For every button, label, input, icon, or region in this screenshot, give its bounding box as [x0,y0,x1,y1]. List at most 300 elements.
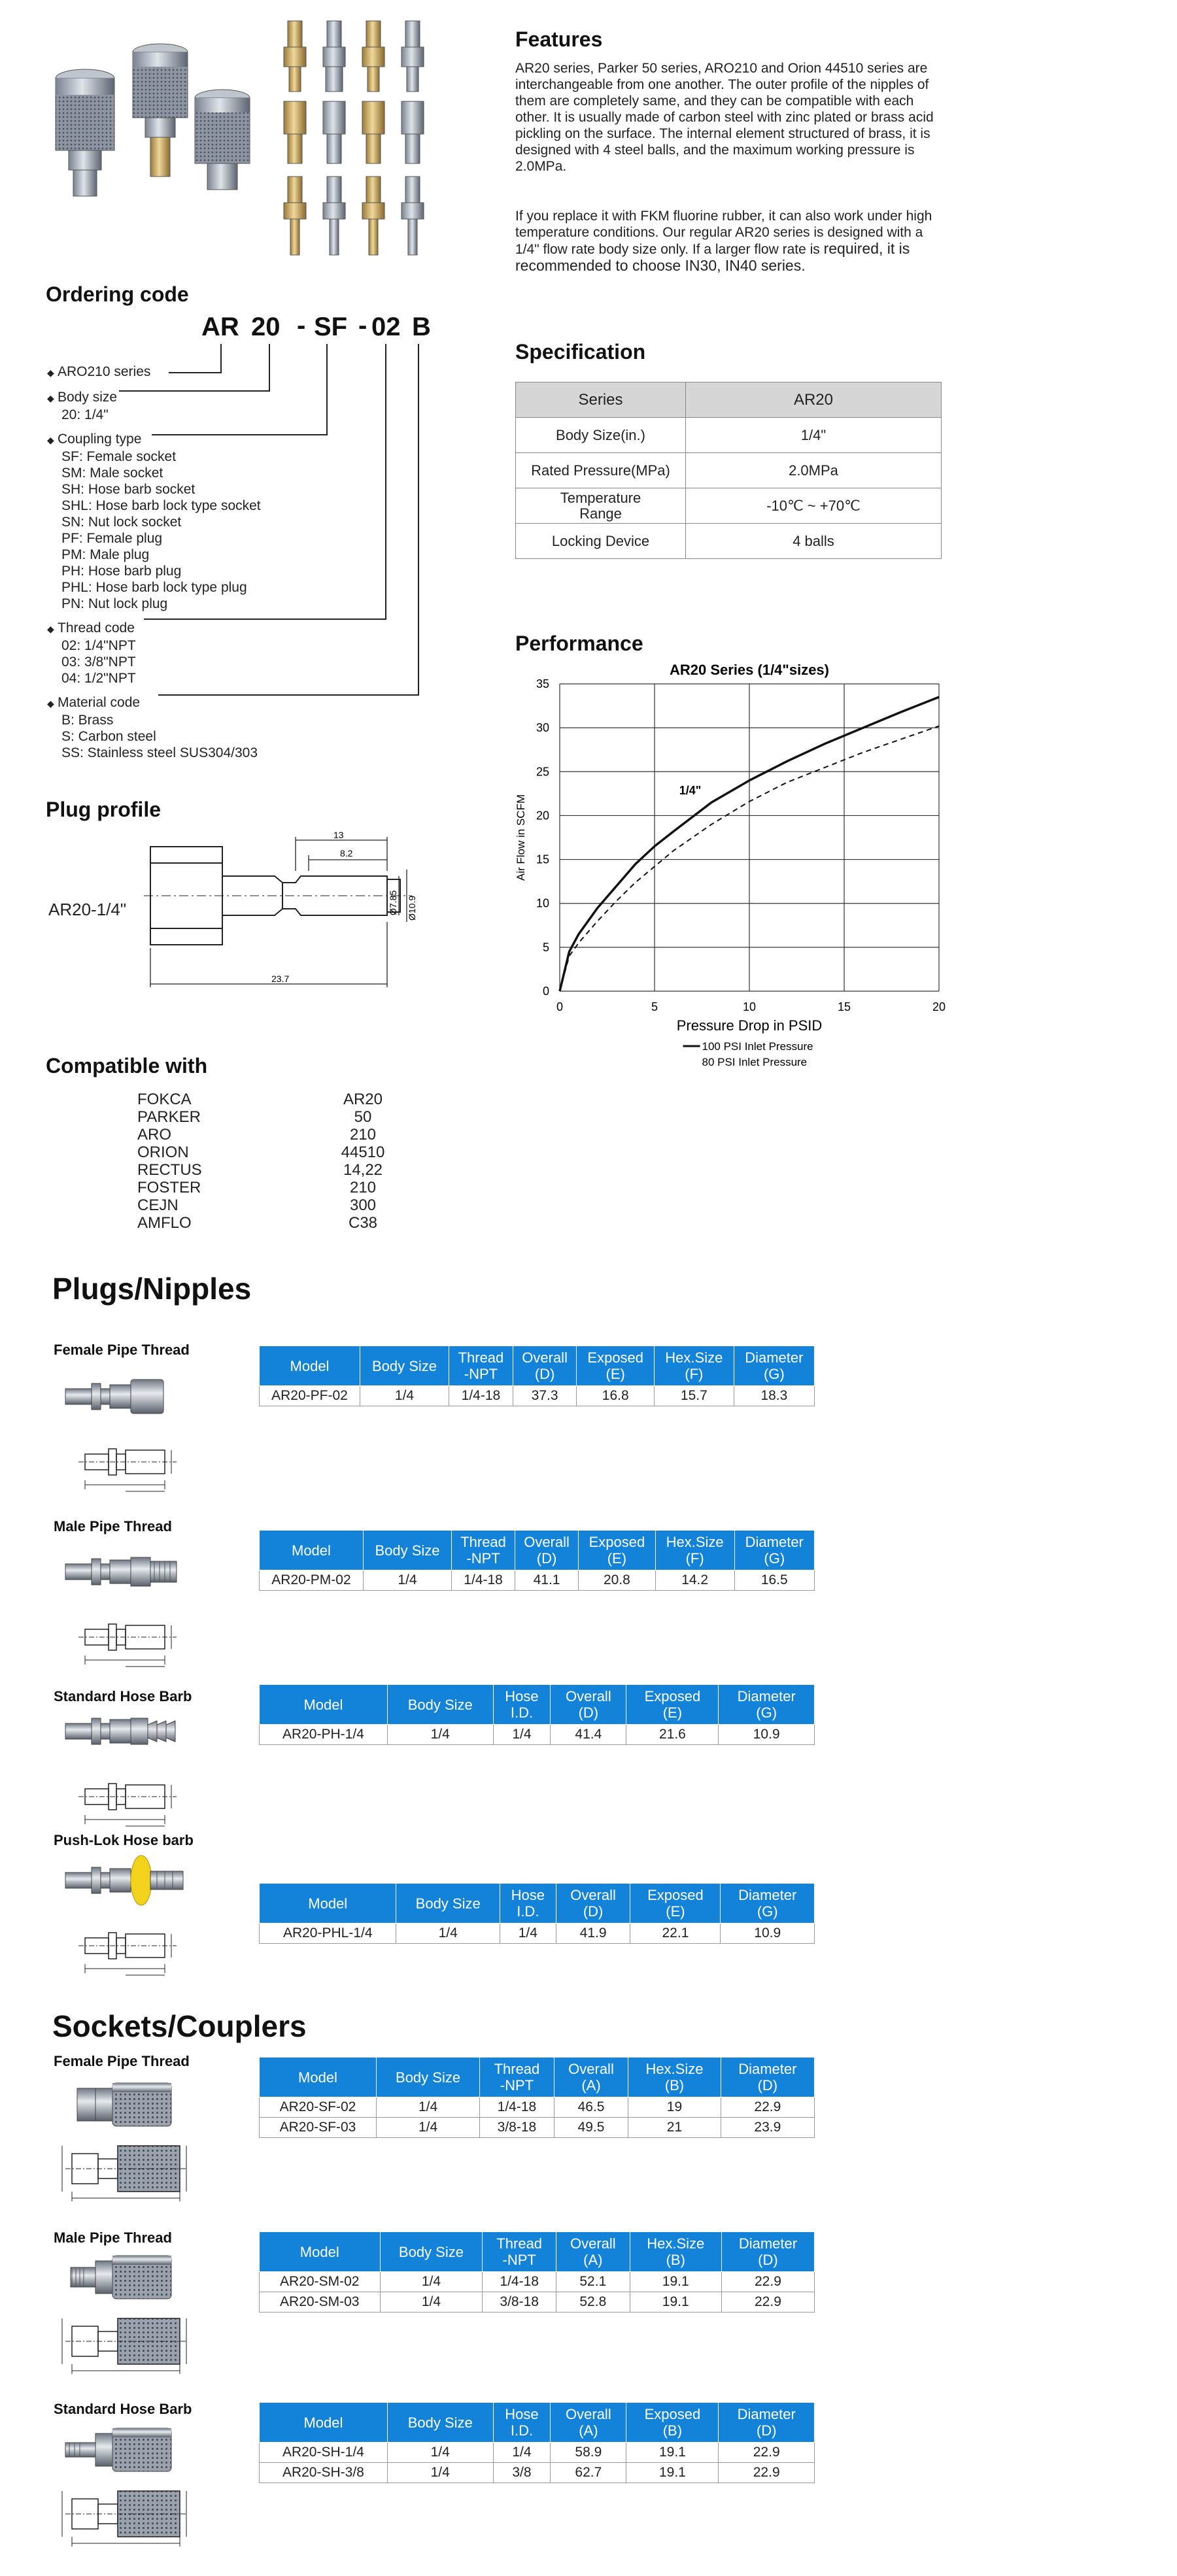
series: 44510 [341,1144,385,1161]
header-line: (G) [757,1903,778,1920]
ordering-item: SM: Male socket [61,466,163,481]
section-label: Standard Hose Barb [54,2401,192,2417]
brand: AMFLO [137,1214,192,1232]
column-header [734,1531,814,1570]
header-line: Overall [568,2061,614,2077]
header-line: Model [290,1357,330,1374]
table-cell: 1/4 [380,2272,483,2292]
table-cell: 19 [628,2097,721,2118]
table-cell: 22.9 [721,2292,814,2313]
socket-barb-icon [59,2419,216,2556]
ordering-item: PN: Nut lock plug [61,596,168,611]
header-line: -NPT [502,2252,536,2268]
table-row [516,418,942,453]
features-paragraph-2b: required, it is recommended to choose IN30, IN40 series. [515,240,910,274]
bullet-diamond-icon: ◆ [47,435,54,445]
table-cell: AR20-PHL-1/4 [260,1924,396,1944]
ordering-item: 04: 1/2"NPT [61,671,136,686]
table-cell: 1/4-18 [483,2272,556,2292]
code-series: AR [201,313,239,341]
column-header [630,1884,721,1924]
header-line: (B) [662,2422,683,2439]
section-label: Female Pipe Thread [54,2053,190,2069]
y-tick-label: 0 [542,985,549,998]
dim-23-7: 23.7 [271,974,290,984]
plugs-title: Plugs/Nipples [52,1272,252,1306]
header-line: (E) [662,1704,683,1721]
header-line: (F) [685,1366,704,1382]
column-header [260,1884,396,1924]
ordering-group-material [47,694,413,761]
header-line: Diameter [738,2235,798,2252]
table-cell: 20.8 [579,1570,656,1591]
compatible-table [137,1091,399,1232]
column-header [577,1346,655,1386]
header-line: Body Size [407,2414,473,2431]
code-dash-1: - [297,311,306,340]
column-header [513,1346,577,1386]
spec-header: Series [516,382,686,418]
header-line: Hose [511,1887,545,1903]
table-cell: AR20-SH-1/4 [260,2443,388,2463]
spec-label: Temperature Range [516,488,686,524]
spec-value: 1/4" [686,418,942,453]
column-header [556,1884,630,1924]
table-cell: 1/4-18 [480,2097,554,2118]
y-tick-label: 35 [536,677,549,690]
table-cell: 1/4 [376,2118,479,2138]
table-cell: 19.1 [626,2463,719,2483]
table-row [137,1179,399,1196]
plug-profile-label: AR20-1/4" [48,900,127,919]
ordering-item: S: Carbon steel [61,729,156,744]
ordering-group-thread [47,620,413,686]
header-line: Diameter [745,1349,804,1366]
table-cell: 15.7 [654,1386,734,1406]
header-line: Overall [566,1688,611,1704]
column-header [719,1685,815,1725]
spec-value: -10℃ ~ +70℃ [686,488,942,524]
table-cell: 1/4 [376,2097,479,2118]
header-line: Hex.Size [665,1349,723,1366]
sockets-title: Sockets/Couplers [52,2009,307,2043]
column-header [483,2232,556,2272]
header-line: Body Size [415,1895,481,1912]
column-header [449,1346,513,1386]
header-line: Overall [522,1349,568,1366]
spec-label: Rated Pressure(MPa) [516,453,686,488]
ordering-group-head: Body size [58,390,118,405]
features-paragraph-2 [515,208,947,275]
table-cell: 16.5 [734,1570,814,1591]
spec-header: AR20 [686,382,942,418]
table-row [260,2463,815,2483]
series: 210 [349,1179,377,1196]
specification-table [515,382,942,559]
ordering-item: SH: Hose barb socket [61,482,196,497]
plugs-table-0 [259,1346,815,1406]
specification-title: Specification [515,340,646,364]
table-cell: 18.3 [734,1386,814,1406]
bullet-diamond-icon: ◆ [47,367,54,378]
series: 210 [349,1126,377,1144]
table-cell: 19.1 [626,2443,719,2463]
section-label: Male Pipe Thread [54,1518,172,1534]
table-row [137,1196,399,1214]
table-cell: 14.2 [655,1570,734,1591]
header-line: Diameter [737,2406,796,2422]
section-label: Push-Lok Hose barb [54,1832,194,1848]
ordering-item: 20: 1/4" [61,407,109,422]
y-tick-label: 20 [536,809,549,822]
column-header [260,2403,388,2443]
table-cell: AR20-SF-03 [260,2118,377,2138]
column-header [655,1531,734,1570]
table-cell: AR20-PM-02 [260,1570,364,1591]
table-cell: 1/4 [387,1725,493,1745]
performance-chart [510,654,968,1085]
table-cell: 21.6 [626,1725,719,1745]
table-cell: 1/4 [500,1924,556,1944]
header-line: Diameter [737,1688,796,1704]
table-cell: AR20-PH-1/4 [260,1725,388,1745]
column-header [363,1531,451,1570]
table-row [260,1924,815,1944]
header-line: Model [308,1895,348,1912]
section-label: Female Pipe Thread [54,1342,190,1358]
table-cell: 22.9 [719,2463,815,2483]
column-header [260,2232,381,2272]
spec-value: 4 balls [686,524,942,559]
x-tick-label: 10 [742,1000,757,1013]
dim-d785: Ø7.85 [388,890,398,915]
brand: RECTUS [137,1161,202,1179]
y-tick-label: 15 [536,853,549,866]
plug-lok-icon [59,1854,216,1985]
ordering-list [47,364,413,769]
column-header [626,2403,719,2443]
header-line: Model [298,2069,337,2086]
table-cell: 37.3 [513,1386,577,1406]
table-row [260,1386,815,1406]
header-line: Hex.Size [666,1534,724,1550]
ordering-group-head: Thread code [58,620,135,636]
table-cell: 1/4 [493,2443,551,2463]
column-header [260,1685,388,1725]
table-cell: 23.9 [721,2118,814,2138]
header-line: (B) [666,2252,685,2268]
series: 300 [349,1196,377,1214]
column-header [493,1685,551,1725]
legend-label: 100 PSI Inlet Pressure [702,1040,813,1053]
header-line: Exposed [647,1887,704,1903]
table-cell: 58.9 [551,2443,626,2463]
column-header [480,2058,554,2097]
series: AR20 [343,1091,383,1108]
column-header [376,2058,479,2097]
socket-icon [59,2074,216,2211]
spec-value: 2.0MPa [686,453,942,488]
brand: ARO [137,1126,172,1144]
code-size: 20 [251,313,281,341]
header-line: (A) [583,2252,603,2268]
header-line: Model [303,2414,343,2431]
table-row [137,1144,399,1161]
sockets-table-2 [259,2402,815,2483]
table-row [516,453,942,488]
table-cell: 49.5 [554,2118,628,2138]
ordering-item: SF: Female socket [61,449,177,464]
column-header [556,2232,630,2272]
table-cell: 22.9 [719,2443,815,2463]
table-cell: 22.9 [721,2272,814,2292]
series: 14,22 [343,1161,383,1179]
dim-d109: Ø10.9 [407,895,417,921]
table-cell: 62.7 [551,2463,626,2483]
table-row [260,2118,815,2138]
header-line: Exposed [644,2406,701,2422]
header-line: (A) [581,2077,601,2093]
table-row [516,488,942,524]
code-material: B [412,313,431,341]
series: C38 [348,1214,378,1232]
y-tick-label: 25 [536,765,549,779]
table-cell: 1/4-18 [449,1386,513,1406]
table-row [137,1214,399,1232]
brand: CEJN [137,1196,179,1214]
header-line: Diameter [745,1534,804,1550]
ordering-item: 03: 3/8"NPT [61,654,136,669]
header-line: Hose [505,2406,539,2422]
column-header [721,2232,814,2272]
bullet-diamond-icon: ◆ [47,624,54,634]
table-cell: 19.1 [630,2272,721,2292]
header-line: I.D. [510,2422,534,2439]
ordering-item: SN: Nut lock socket [61,515,182,530]
x-tick-label: 5 [651,1000,658,1013]
table-cell: 10.9 [721,1924,815,1944]
column-header [551,2403,626,2443]
y-tick-label: 10 [536,896,549,910]
table-cell: 22.1 [630,1924,721,1944]
table-cell: 46.5 [554,2097,628,2118]
y-tick-label: 30 [536,721,549,735]
ordering-item: PHL: Hose barb lock type plug [61,580,247,595]
header-line: Thread [496,2235,543,2252]
header-line: Thread [458,1349,504,1366]
table-cell: 1/4 [493,1725,551,1745]
header-line: (E) [606,1366,625,1382]
chart-title: AR20 Series (1/4"sizes) [669,662,830,678]
y-axis-label: Air Flow in SCFM [515,794,527,881]
socket-male-icon [59,2246,216,2384]
header-line: (D) [758,2252,778,2268]
dim-8-2: 8.2 [340,848,353,858]
column-header [719,2403,815,2443]
table-row [137,1126,399,1144]
ordering-group-series [47,364,413,381]
table-cell: 3/8 [493,2463,551,2483]
header-line: (F) [685,1550,704,1567]
plug-male-icon [59,1546,216,1676]
series-annotation: 1/4" [679,784,702,798]
bullet-diamond-icon: ◆ [47,393,54,403]
section-label: Male Pipe Thread [54,2229,172,2246]
column-header [387,2403,493,2443]
table-cell: 16.8 [577,1386,655,1406]
header-line: (E) [607,1550,627,1567]
column-header [387,1685,493,1725]
spec-label: Body Size(in.) [516,418,686,453]
bullet-diamond-icon: ◆ [47,698,54,709]
column-header [260,2058,377,2097]
column-header [500,1884,556,1924]
table-cell: 3/8-18 [480,2118,554,2138]
header-line: Thread [494,2061,540,2077]
column-header [260,1346,360,1386]
x-tick-label: 0 [556,1000,564,1013]
header-line: (G) [764,1550,785,1567]
sockets-table-0 [259,2057,815,2138]
brand: PARKER [137,1108,201,1126]
x-axis-label: Pressure Drop in PSID [676,1017,823,1034]
header-line: Hose [505,1688,539,1704]
features-paragraph-2a: If you replace it with FKM fluorine rubber, it can also work under high temperature conditions. Our regular AR20 series is designed with a 1/4" flow rate body size only. If a larger flow rate is [515,209,932,257]
performance-title: Performance [515,632,643,655]
header-line: (D) [757,2077,778,2093]
plug-barb-icon [59,1705,216,1836]
brand: FOSTER [137,1179,201,1196]
table-cell: AR20-SM-03 [260,2292,381,2313]
brand: ORION [137,1144,189,1161]
table-row [137,1108,399,1126]
header-line: (D) [756,2422,777,2439]
plugs-table-2 [259,1684,815,1745]
ordering-group-head: Coupling type [58,432,142,447]
header-line: Model [292,1542,331,1559]
compatible-title: Compatible with [46,1054,208,1077]
column-header [579,1531,656,1570]
column-header [515,1531,579,1570]
table-cell: AR20-SM-02 [260,2272,381,2292]
column-header [360,1346,449,1386]
ordering-group-head: ARO210 series [58,364,151,379]
plug-icon [59,1370,216,1501]
header-line: (D) [578,1704,599,1721]
ordering-group-head: Material code [58,695,141,710]
table-row [260,2272,815,2292]
header-line: Hex.Size [645,2061,704,2077]
table-cell: 21 [628,2118,721,2138]
sockets-table-1 [259,2231,815,2313]
code-dash-2: - [358,311,367,340]
column-header [452,1531,515,1570]
header-line: -NPT [466,1550,500,1567]
header-line: Body Size [398,2243,464,2260]
column-header [721,2058,814,2097]
table-cell: 3/8-18 [483,2292,556,2313]
header-line: (E) [666,1903,685,1920]
x-tick-label: 20 [932,1000,946,1013]
header-line: (D) [583,1903,604,1920]
header-line: Overall [524,1534,570,1550]
dim-13: 13 [333,830,344,840]
table-cell: 1/4 [387,2443,493,2463]
table-cell: AR20-SH-3/8 [260,2463,388,2483]
table-cell: 1/4-18 [452,1570,515,1591]
plugs-table-1 [259,1530,815,1591]
header-line: Diameter [738,1887,797,1903]
header-line: I.D. [510,1704,534,1721]
table-cell: 52.1 [556,2272,630,2292]
column-header [396,1884,500,1924]
y-tick-label: 5 [542,940,549,954]
table-cell: AR20-PF-02 [260,1386,360,1406]
legend-label: 80 PSI Inlet Pressure [702,1056,808,1068]
header-line: Hex.Size [647,2235,705,2252]
ordering-item: SHL: Hose barb lock type socket [61,498,261,513]
column-header [554,2058,628,2097]
header-line: I.D. [517,1903,539,1920]
plugs-table-3 [259,1883,815,1944]
header-line: Model [303,1696,343,1713]
table-cell: 41.4 [551,1725,626,1745]
table-cell: 22.9 [721,2097,814,2118]
features-paragraph-1: AR20 series, Parker 50 series, ARO210 and Orion 44510 series are interchangeable from one another. The outer profile of the nipples of them are completely same, and they can be compatible with each other. It is usually made of carbon steel with zinc plated or brass acid pickling on the surface. The internal element structured of brass, it is designed with 4 steel balls, and the maximum working pressure is 2.0MPa. [515,61,934,174]
table-cell: 19.1 [630,2292,721,2313]
table-cell: 1/4 [396,1924,500,1944]
table-cell: AR20-SF-02 [260,2097,377,2118]
header-line: Exposed [587,1349,644,1366]
column-header [630,2232,721,2272]
header-line: Thread [460,1534,506,1550]
column-header [380,2232,483,2272]
header-line: Overall [570,1887,616,1903]
header-line: Model [299,2243,339,2260]
ordering-item: B: Brass [61,713,114,728]
ordering-item: SS: Stainless steel SUS304/303 [61,745,258,760]
table-cell: 1/4 [387,2463,493,2483]
table-cell: 10.9 [719,1725,815,1745]
header-line: -NPT [500,2077,534,2093]
header-line: Body Size [396,2069,461,2086]
column-header [551,1685,626,1725]
header-line: Diameter [738,2061,797,2077]
table-cell: 1/4 [360,1386,449,1406]
header-line: (G) [756,1704,777,1721]
brand: FOKCA [137,1091,192,1108]
column-header [654,1346,734,1386]
table-cell: 1/4 [380,2292,483,2313]
header-line: Overall [566,2406,611,2422]
features-title: Features [515,27,603,51]
column-header [734,1346,814,1386]
header-line: (D) [534,1366,555,1382]
spec-label: Locking Device [516,524,686,559]
column-header [628,2058,721,2097]
table-cell: 1/4 [363,1570,451,1591]
header-line: (G) [763,1366,785,1382]
ordering-title: Ordering code [46,282,189,306]
table-row [260,2097,815,2118]
table-cell: 41.9 [556,1924,630,1944]
header-line: Body Size [375,1542,440,1559]
table-cell: 41.1 [515,1570,579,1591]
table-row [260,2443,815,2463]
header-line: (B) [664,2077,685,2093]
header-line: (A) [579,2422,598,2439]
ordering-item: PH: Hose barb plug [61,564,182,579]
